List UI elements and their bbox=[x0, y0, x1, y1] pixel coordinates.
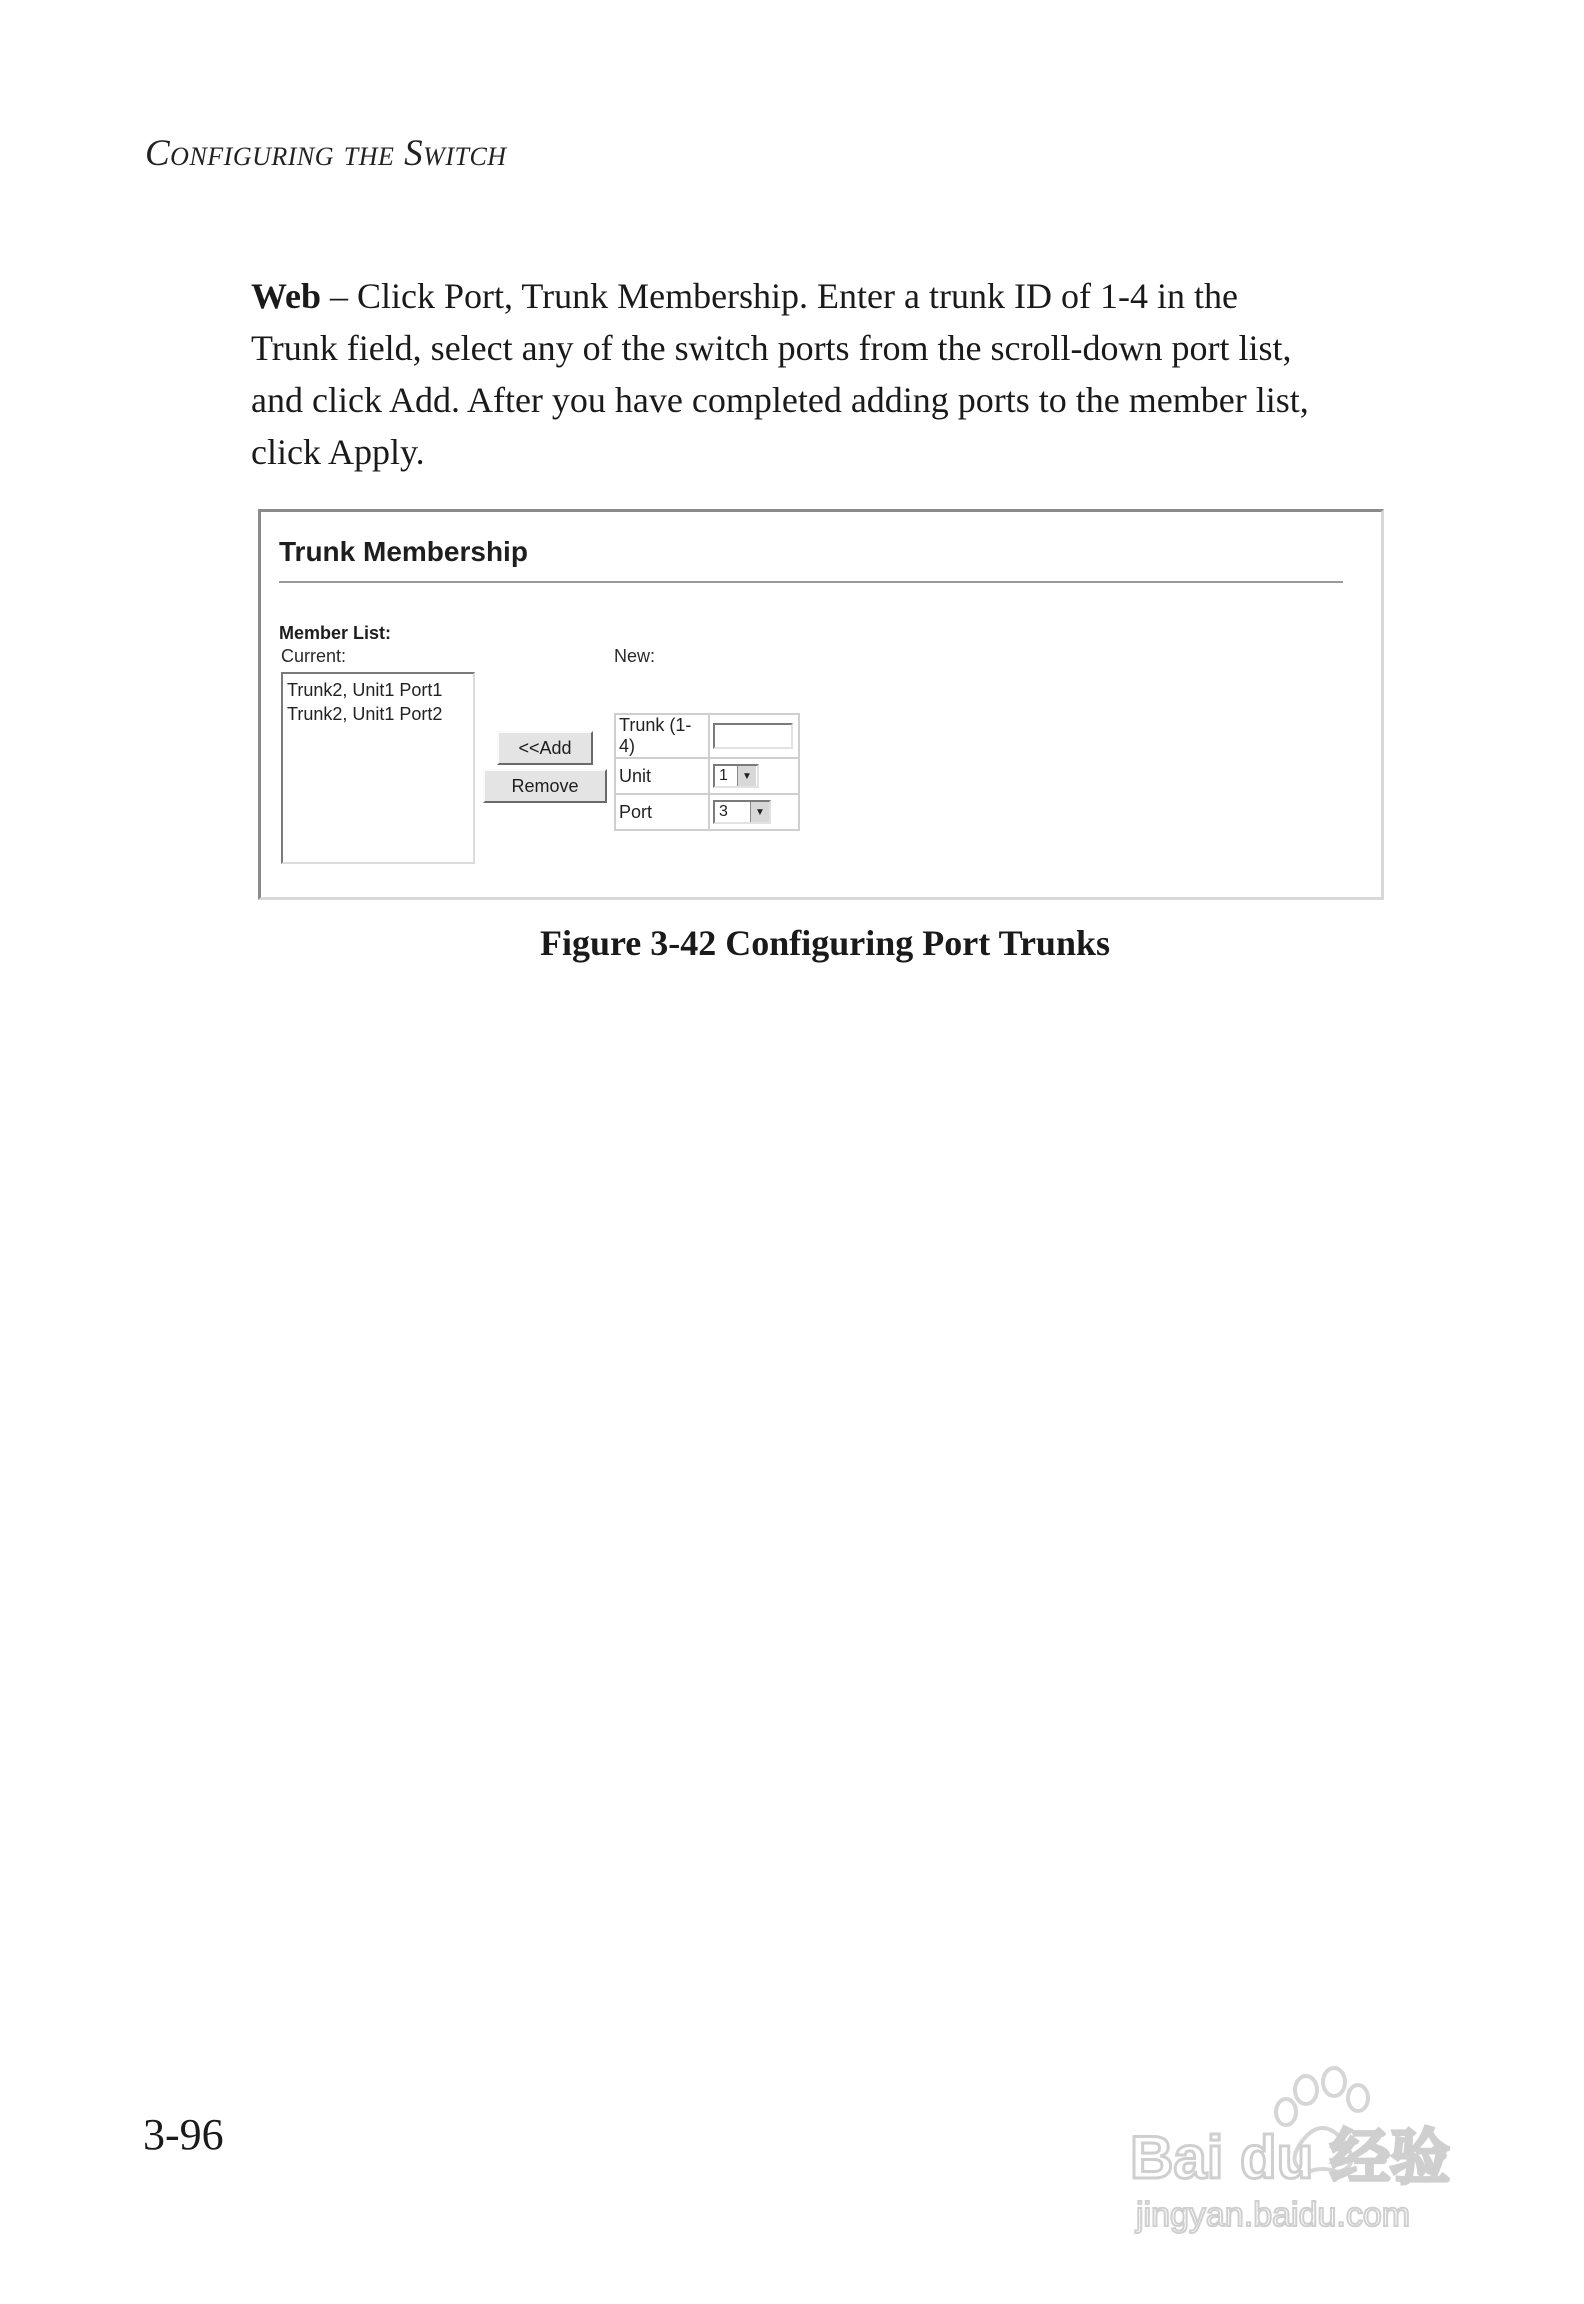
member-list-label: Member List: bbox=[279, 623, 392, 643]
port-select[interactable] bbox=[713, 800, 771, 824]
paragraph-line-2: Trunk field, select any of the switch ports from the scroll-down port list, bbox=[251, 328, 1292, 368]
figure-caption: Figure 3-42 Configuring Port Trunks bbox=[539, 923, 1111, 963]
remove-button[interactable]: Remove bbox=[483, 769, 607, 803]
port-cell bbox=[709, 794, 799, 830]
title-divider bbox=[279, 581, 1343, 583]
trunk-cell bbox=[709, 714, 799, 758]
running-header: Configuring the Switch bbox=[145, 133, 507, 174]
new-label: New: bbox=[614, 646, 656, 666]
watermark-url-text: jingyan.baidu.com bbox=[1136, 2196, 1411, 2234]
panel-title: Trunk Membership bbox=[279, 536, 528, 567]
paragraph-line-4: click Apply. bbox=[251, 432, 425, 472]
trunk-input[interactable] bbox=[713, 723, 793, 749]
trunk-label: Trunk (1-4) bbox=[615, 714, 709, 758]
watermark-brand-text: Bai du 经验 bbox=[1130, 2124, 1451, 2191]
instruction-paragraph bbox=[251, 270, 1401, 478]
web-lead: Web bbox=[251, 276, 322, 316]
add-button[interactable]: <<Add bbox=[497, 731, 593, 765]
new-member-form bbox=[614, 713, 800, 831]
chevron-down-icon[interactable]: ▼ bbox=[737, 766, 756, 786]
unit-label: Unit bbox=[615, 758, 709, 794]
paragraph-line-1-text: – Click Port, Trunk Membership. Enter a trunk ID of 1-4 in the bbox=[330, 276, 1238, 316]
paragraph-line-3: and click Add. After you have completed adding ports to the member list, bbox=[251, 380, 1309, 420]
port-select-value: 3 bbox=[719, 803, 728, 820]
baidu-jingyan-watermark-logo bbox=[1120, 2060, 1490, 2240]
list-item[interactable]: Trunk2, Unit1 Port2 bbox=[287, 704, 443, 724]
unit-cell bbox=[709, 758, 799, 794]
unit-select-value: 1 bbox=[719, 767, 728, 784]
unit-select[interactable] bbox=[713, 764, 759, 788]
port-label: Port bbox=[615, 794, 709, 830]
paragraph-line-1 bbox=[251, 270, 1401, 322]
chevron-down-icon[interactable]: ▼ bbox=[750, 802, 769, 822]
list-item[interactable]: Trunk2, Unit1 Port1 bbox=[287, 680, 443, 700]
page-number: 3-96 bbox=[143, 2110, 224, 2159]
current-members-listbox[interactable] bbox=[281, 672, 475, 864]
trunk-membership-screenshot bbox=[258, 509, 1384, 900]
current-label: Current: bbox=[281, 646, 347, 666]
